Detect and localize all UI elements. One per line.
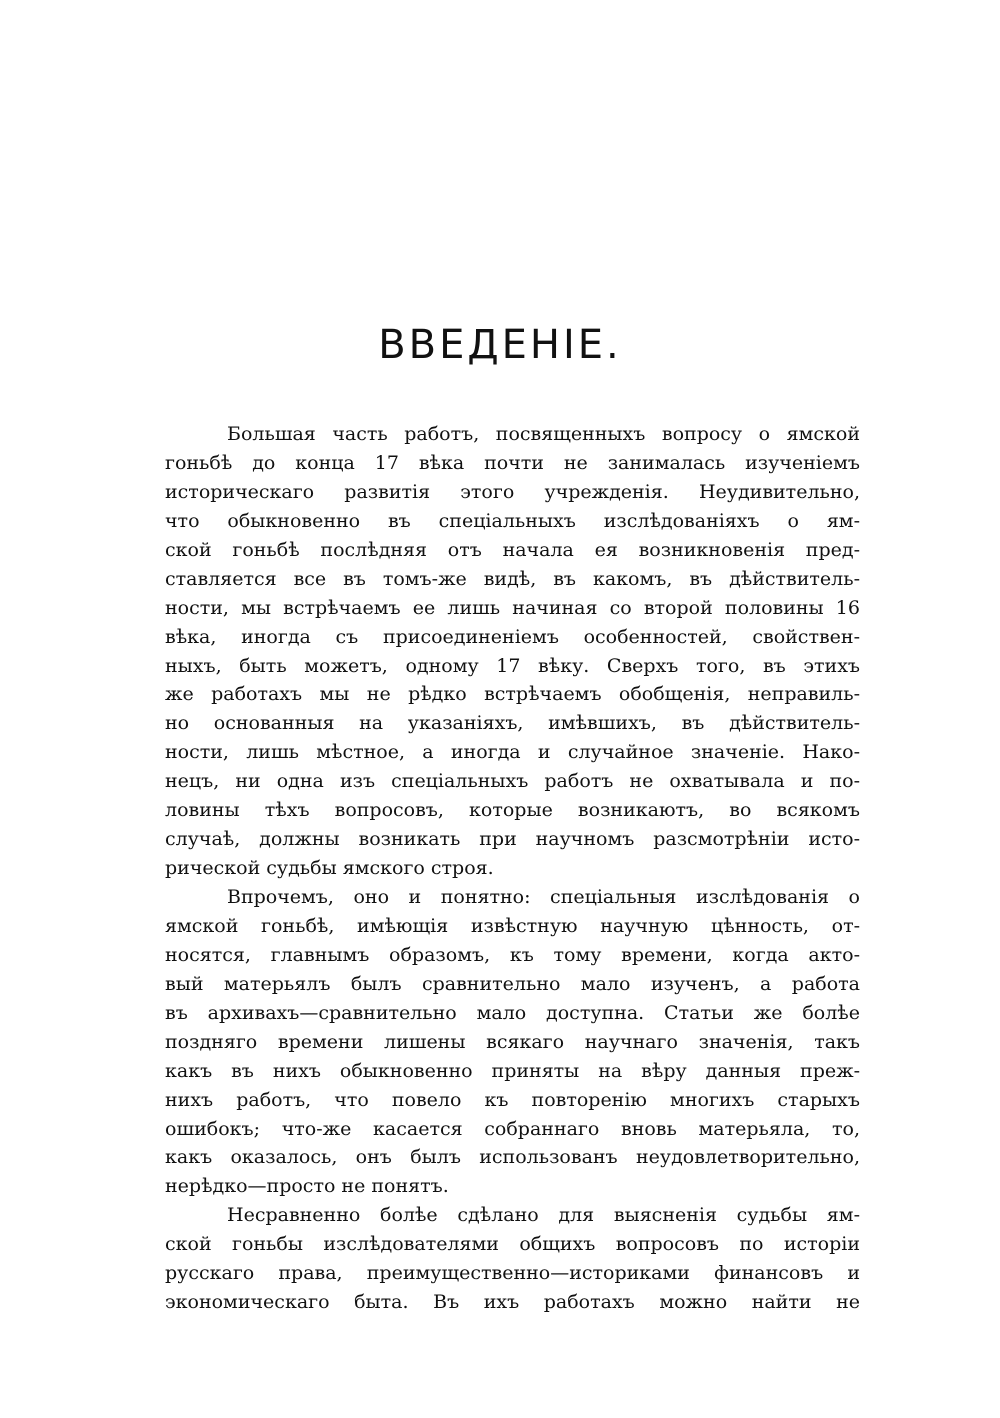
text-line: какъ въ нихъ обыкновенно приняты на вѣру данныя преж- [165,1059,860,1082]
text-line: носятся, главнымъ образомъ, къ тому времени, когда акто- [165,943,860,966]
text-line: ности, лишь мѣстное, а иногда и случайное значенiе. Нако- [165,741,860,764]
text-line: случаѣ, должны возникать при научномъ разсмотрѣнiи исто- [165,828,860,851]
text-line: ской гоньбѣ послѣдняя отъ начала ея возникновенiя пред- [165,538,860,561]
text-line: рической судьбы ямского строя. [165,857,494,880]
text-line: вѣка, иногда съ присоединенiемъ особенностей, свойствен- [165,625,860,648]
text-line: Несравненно болѣе сдѣлано для выясненiя судьбы ям- [227,1204,860,1227]
text-line: нихъ работъ, что повело къ повторенiю многихъ старыхъ [165,1088,860,1111]
text-line: же работахъ мы не рѣдко встрѣчаемъ обобщенiя, неправиль- [165,683,860,706]
text-line: русскаго права, преимущественно—историками финансовъ и [165,1262,860,1285]
text-line: поздняго времени лишены всякаго научнаго значенiя, такъ [165,1030,860,1053]
text-line: но основанныя на указанiяхъ, имѣвшихъ, въ дѣйствитель- [165,712,860,735]
text-line: ставляется все въ томъ-же видѣ, въ какомъ, въ дѣйствитель- [165,567,860,590]
text-line: ныхъ, быть можетъ, одному 17 вѣку. Сверхъ того, въ этихъ [165,654,860,677]
text-line: ской гоньбы изслѣдователями общихъ вопросовъ по исторiи [165,1233,860,1256]
text-line: Большая часть работъ, посвященныхъ вопросу о ямской [227,423,860,445]
text-line: экономическаго быта. Въ ихъ работахъ можно найти не [165,1291,860,1314]
text-line: ямской гоньбѣ, имѣющiя извѣстную научную цѣнность, от- [165,914,860,937]
text-line: ности, мы встрѣчаемъ ее лишь начиная со второй половины 16 [165,596,860,619]
text-line: историческаго развитiя этого учрежденiя. Неудивительно, [165,480,860,503]
text-line: нерѣдко—просто не понятъ. [165,1175,449,1198]
body-text [165,420,860,1317]
text-line: ловины тѣхъ вопросовъ, которые возникаютъ, во всякомъ [165,799,860,822]
text-line: гоньбѣ до конца 17 вѣка почти не занималась изученiемъ [165,451,860,474]
text-line: какъ оказалось, онъ былъ использованъ неудовлетворительно, [165,1146,860,1169]
text-line: что обыкновенно въ спецiальныхъ изслѣдованiяхъ о ям- [165,509,860,532]
text-line: ошибокъ; что-же касается собраннаго вновь матерьяла, то, [165,1117,860,1140]
text-line: въ архивахъ—сравнительно мало доступна. Статьи же болѣе [165,1001,860,1024]
text-line: Впрочемъ, оно и понятно: спецiальныя изслѣдованiя о [227,886,860,908]
text-line: вый матерьялъ былъ сравнительно мало изученъ, а работа [165,972,860,995]
page-title: ВВЕДЕНIЕ. [378,322,622,368]
text-line: нецъ, ни одна изъ спецiальныхъ работъ не охватывала и по- [165,770,860,793]
